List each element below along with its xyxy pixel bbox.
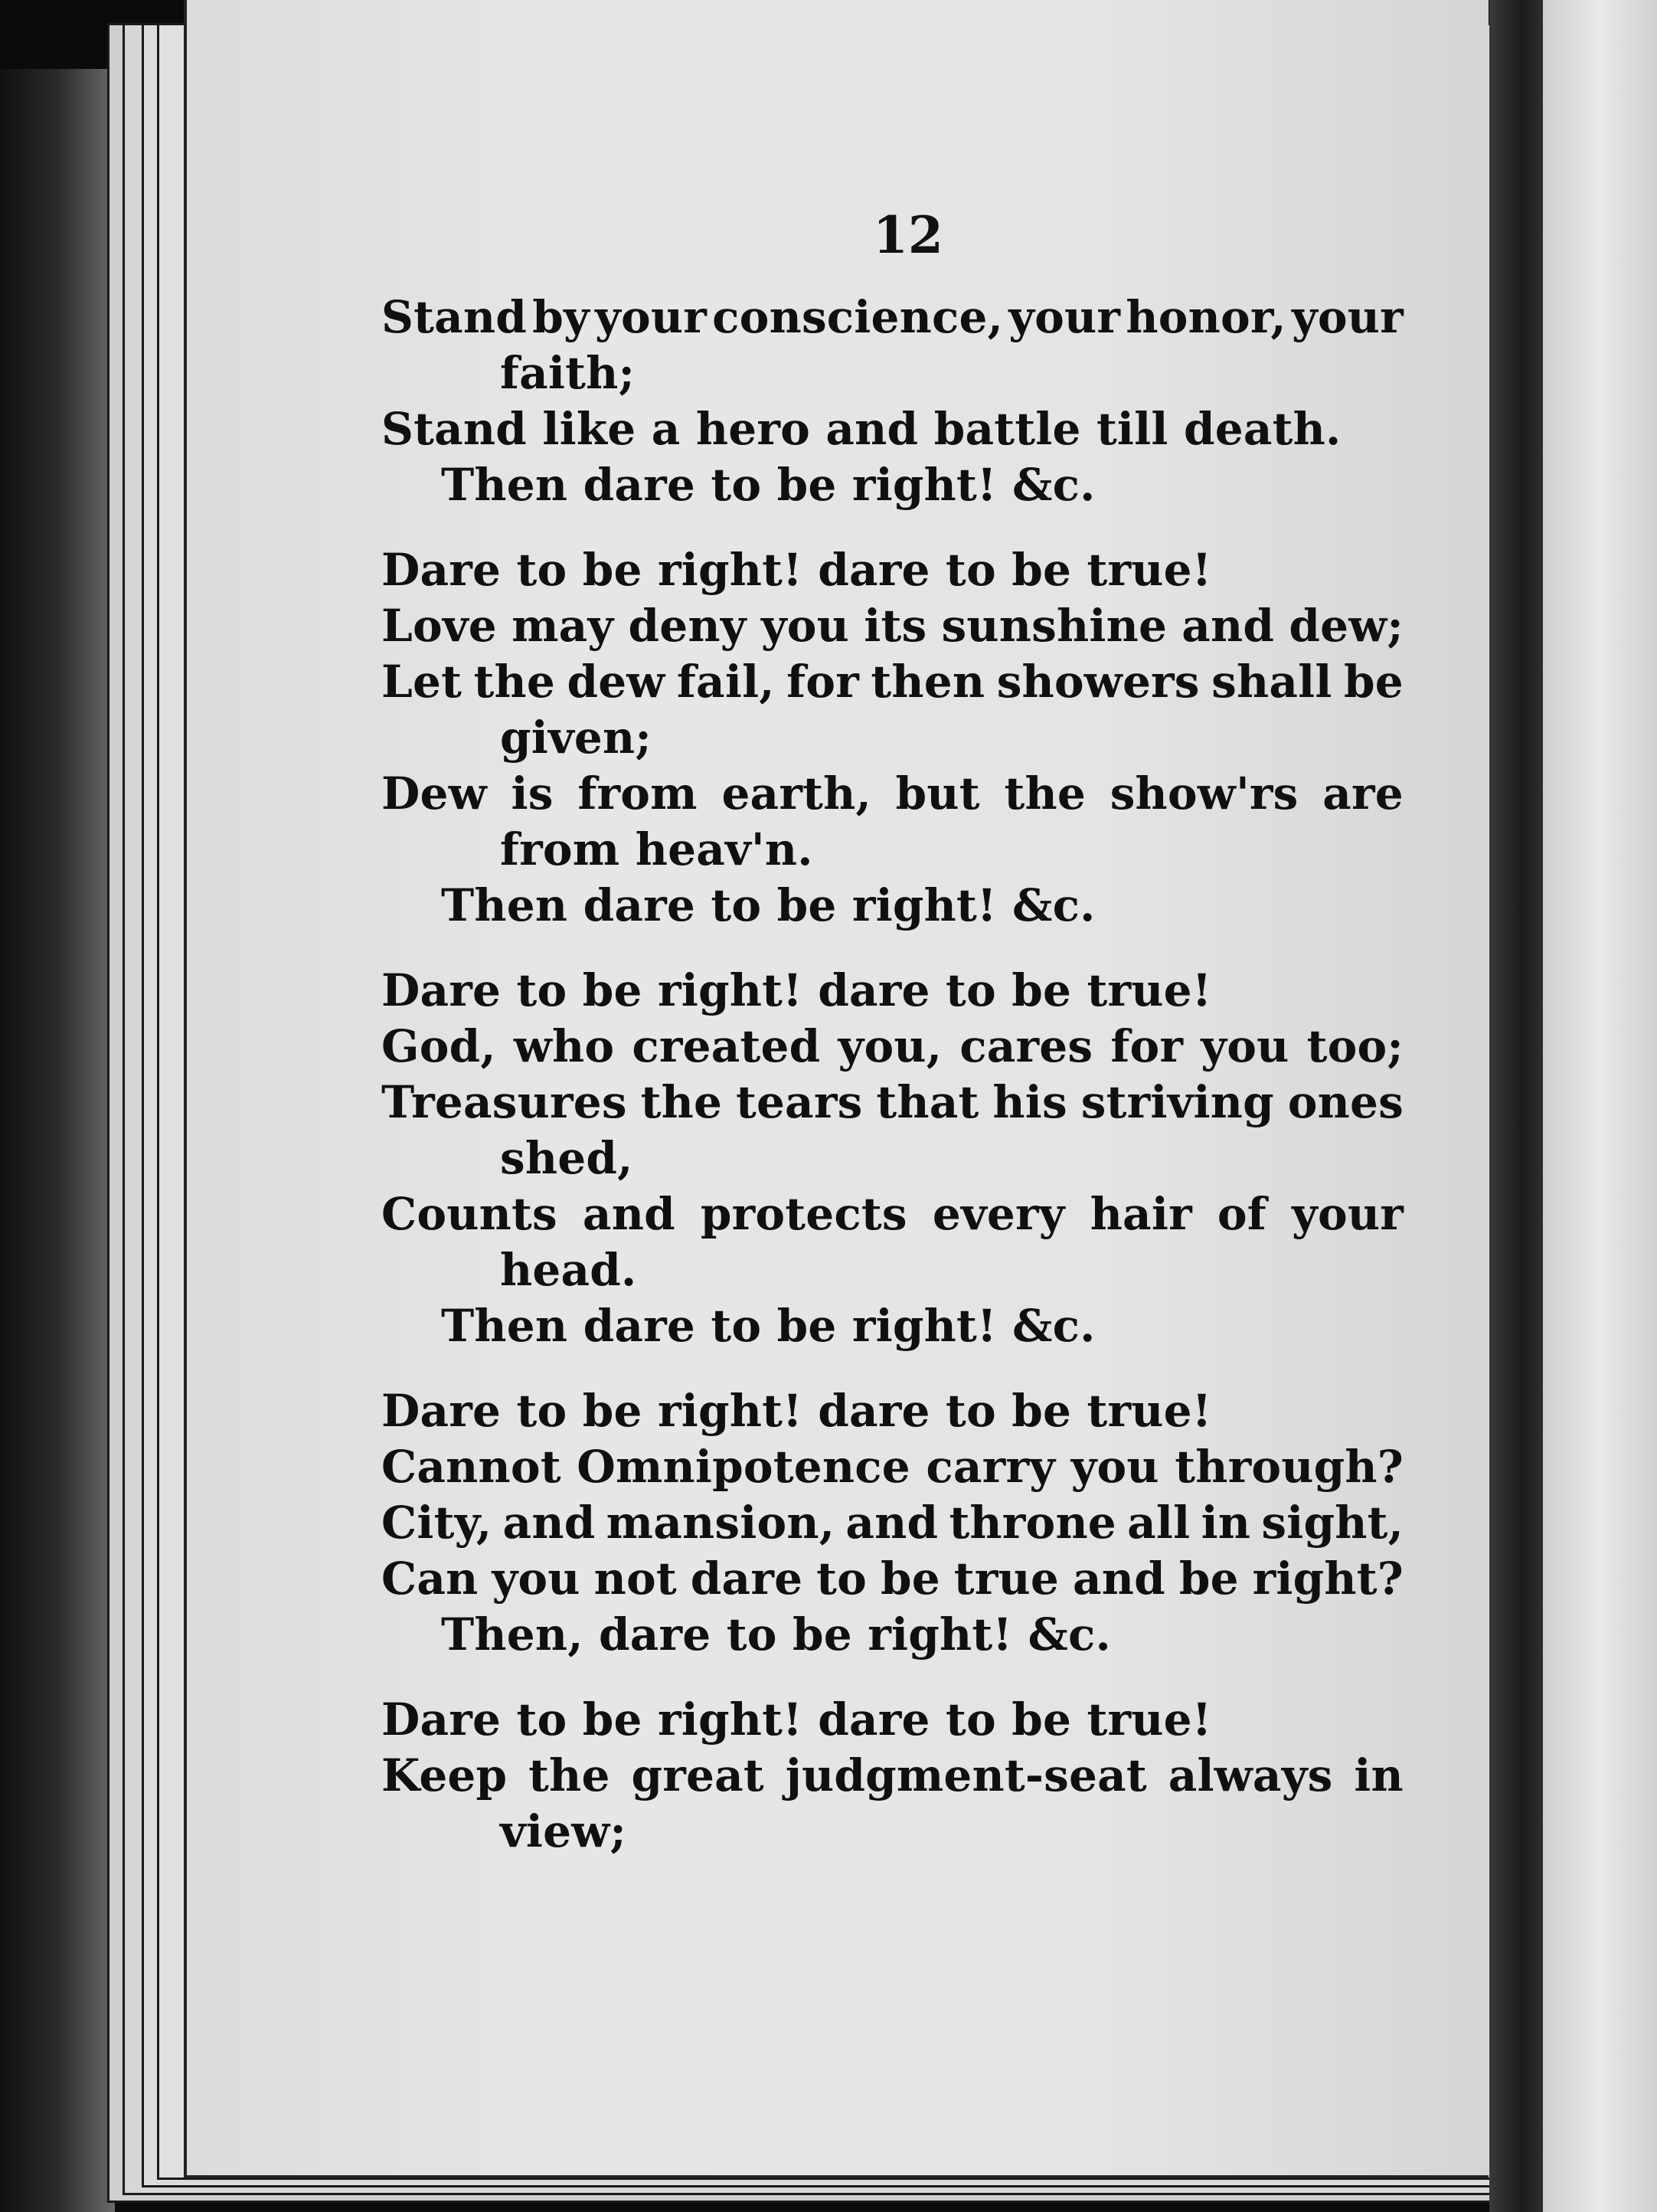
stanza bbox=[381, 963, 1407, 1354]
stanza-gap bbox=[381, 513, 1407, 542]
verse-line: Dare to be right! dare to be true! bbox=[381, 1385, 1212, 1437]
verse-line: Then dare to be right! &c. bbox=[441, 879, 1096, 931]
verse-line: God, who created you, cares for you too; bbox=[381, 1020, 1404, 1072]
verse-line: Then dare to be right! &c. bbox=[441, 1300, 1096, 1352]
verse-line: Treasures the tears that his striving ones bbox=[381, 1076, 1404, 1128]
book-spine-shadow bbox=[1489, 0, 1543, 2212]
verse-line: Dare to be right! dare to be true! bbox=[381, 1693, 1212, 1746]
stanza-gap bbox=[381, 1663, 1407, 1692]
page-number: 12 bbox=[873, 205, 943, 265]
verse-line: Cannot Omnipotence carry you through? bbox=[381, 1441, 1404, 1493]
stanza bbox=[381, 1692, 1407, 1860]
book-cover-edge bbox=[0, 69, 115, 2212]
verse-line: Stand like a hero and battle till death. bbox=[381, 403, 1342, 455]
verse-line: Dare to be right! dare to be true! bbox=[381, 964, 1212, 1016]
stanza-gap bbox=[381, 1354, 1407, 1383]
hymn-text bbox=[381, 290, 1407, 1860]
verse-line: view; bbox=[500, 1805, 626, 1857]
stanza bbox=[381, 1383, 1407, 1663]
stanza bbox=[381, 542, 1407, 934]
verse-line: faith; bbox=[500, 347, 636, 399]
verse-line: given; bbox=[500, 712, 652, 764]
stanza-gap bbox=[381, 934, 1407, 963]
verse-line: Then dare to be right! &c. bbox=[441, 459, 1096, 511]
verse-line: Let the dew fail, for then showers shall be bbox=[381, 656, 1404, 708]
verse-line: Dare to be right! dare to be true! bbox=[381, 544, 1212, 596]
book-spine bbox=[1543, 0, 1657, 2212]
verse-line: Keep the great judgment-seat always in bbox=[381, 1749, 1404, 1801]
verse-line: head. bbox=[500, 1244, 637, 1296]
verse-line: Stand by your conscience, your honor, your bbox=[381, 291, 1404, 343]
verse-line: City, and mansion, and throne all in sight, bbox=[381, 1497, 1404, 1549]
verse-line: Counts and protects every hair of your bbox=[381, 1188, 1404, 1240]
verse-line: Love may deny you its sunshine and dew; bbox=[381, 600, 1404, 652]
verse-line: Can you not dare to be true and be right? bbox=[381, 1553, 1404, 1605]
verse-line: Then, dare to be right! &c. bbox=[441, 1608, 1111, 1661]
verse-line: from heav'n. bbox=[500, 823, 813, 875]
verse-line: shed, bbox=[500, 1132, 633, 1184]
verse-line: Dew is from earth, but the show'rs are bbox=[381, 767, 1404, 820]
stanza bbox=[381, 290, 1407, 513]
